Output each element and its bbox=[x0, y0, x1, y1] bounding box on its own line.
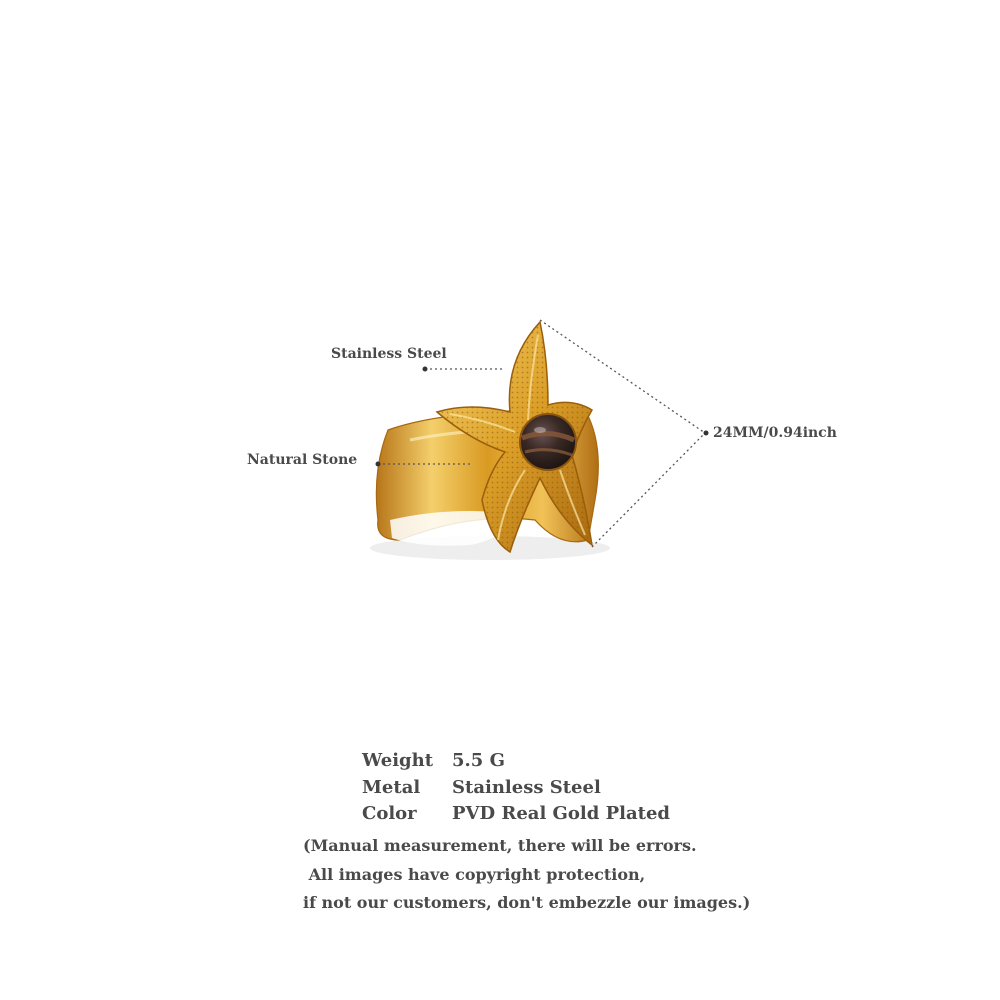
spec-key: Weight bbox=[362, 750, 434, 771]
spec-row-weight bbox=[362, 748, 670, 775]
spec-value: PVD Real Gold Plated bbox=[452, 803, 671, 824]
spec-row-metal bbox=[362, 775, 670, 802]
natural-stone bbox=[520, 414, 576, 470]
spec-key: Color bbox=[362, 803, 417, 824]
note-line: All images have copyright protection, bbox=[303, 864, 646, 884]
spec-value: Stainless Steel bbox=[452, 776, 601, 798]
stone-callout-label: Natural Stone bbox=[247, 452, 358, 468]
spec-value: 5.5 G bbox=[452, 750, 505, 771]
callout-dot-size bbox=[704, 431, 709, 436]
note-line: (Manual measurement, there will be errors. bbox=[303, 836, 697, 855]
size-callout-label: 24MM/0.94inch bbox=[713, 425, 837, 441]
callout-dot-steel bbox=[423, 367, 428, 372]
note-line: if not our customers, don't embezzle our images.) bbox=[303, 893, 751, 912]
material-callout-label: Stainless Steel bbox=[331, 346, 447, 362]
spec-row-color bbox=[362, 801, 670, 828]
spec-key: Metal bbox=[362, 776, 421, 798]
callout-dot-stone bbox=[376, 462, 381, 467]
spec-table bbox=[362, 748, 670, 828]
disclaimer-note bbox=[303, 832, 750, 918]
